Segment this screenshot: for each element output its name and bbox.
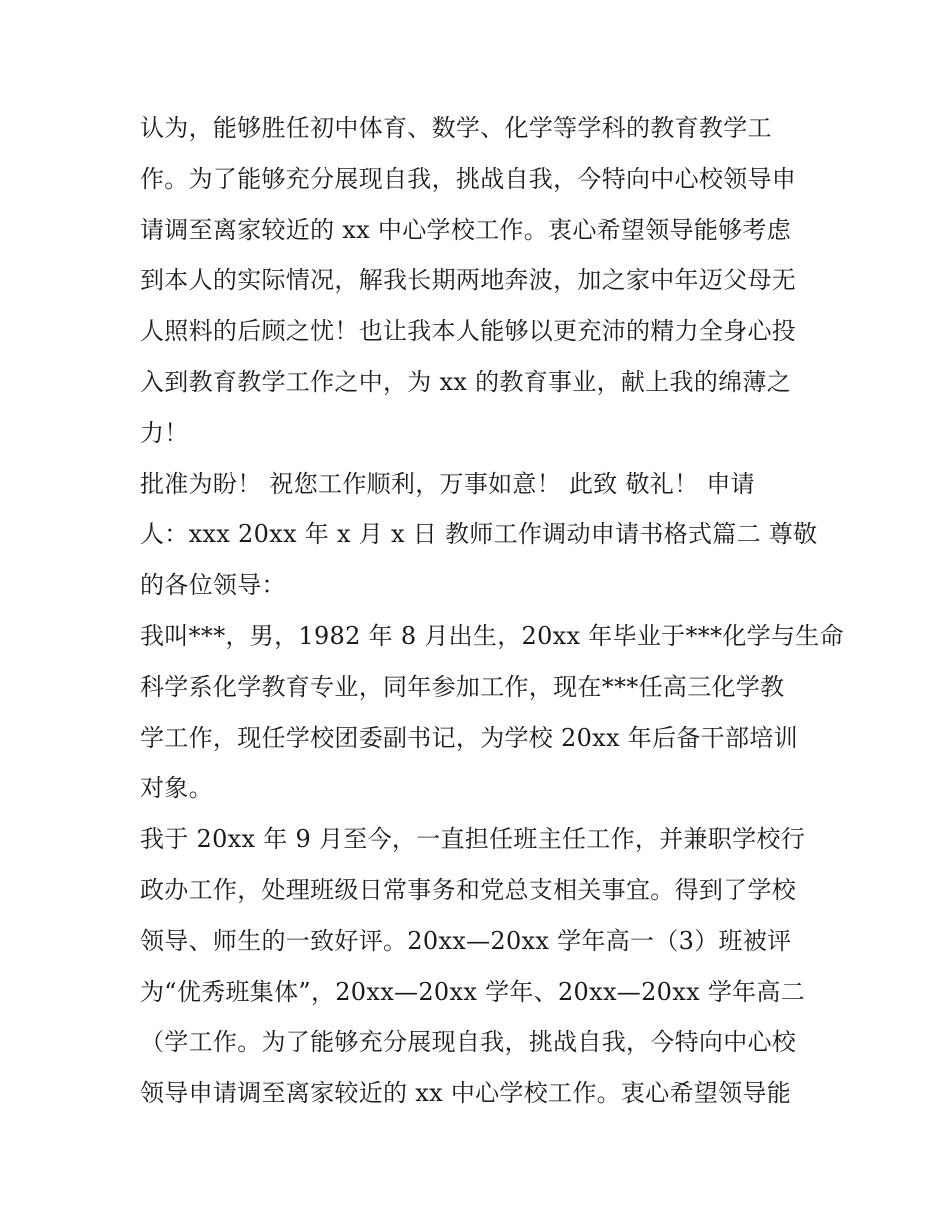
text-line: 为“优秀班集体”，20xx—20xx 学年、20xx—20xx 学年高二 (140, 977, 806, 1006)
document-body (140, 103, 844, 1119)
text-line: 人照料的后顾之忧！也让我本人能够以更充沛的精力全身心投 (140, 317, 797, 346)
text-line: 科学系化学教育专业，同年参加工作，现在***任高三化学教 (140, 672, 785, 701)
text-line: （学工作。为了能够充分展现自我，挑战自我，今特向中心校 (140, 1028, 797, 1057)
text-line: 人：xxx 20xx 年 x 月 x 日 教师工作调动申请书格式篇二 尊敬 (140, 520, 818, 549)
text-line: 我于 20xx 年 9 月至今，一直担任班主任工作，并兼职学校行 (140, 825, 805, 854)
text-line: 学工作，现任学校团委副书记，为学校 20xx 年后备干部培训 (140, 723, 798, 752)
text-line: 请调至离家较近的 xx 中心学校工作。衷心希望领导能够考虑 (140, 215, 792, 244)
text-line: 到本人的实际情况，解我长期两地奔波，加之家中年迈父母无 (140, 266, 797, 295)
text-line: 领导、师生的一致好评。20xx—20xx 学年高一（3）班被评 (140, 926, 792, 955)
text-line: 政办工作，处理班级日常事务和党总支相关事宜。得到了学校 (140, 875, 797, 904)
text-line: 入到教育教学工作之中，为 xx 的教育事业，献上我的绵薄之 (140, 367, 792, 396)
text-line: 领导申请调至离家较近的 xx 中心学校工作。衷心希望领导能 (140, 1079, 792, 1108)
text-line: 对象。 (140, 774, 213, 803)
text-line: 我叫***，男，1982 年 8 月出生，20xx 年毕业于***化学与生命 (140, 621, 844, 650)
text-line: 力！ (140, 418, 189, 447)
text-line: 批准为盼！ 祝您工作顺利，万事如意！ 此致 敬礼！ 申请 (140, 469, 755, 498)
text-line: 的各位领导： (140, 571, 286, 600)
text-line: 作。为了能够充分展现自我，挑战自我，今特向中心校领导申 (140, 164, 797, 193)
text-line: 认为，能够胜任初中体育、数学、化学等学科的教育教学工 (140, 114, 772, 142)
